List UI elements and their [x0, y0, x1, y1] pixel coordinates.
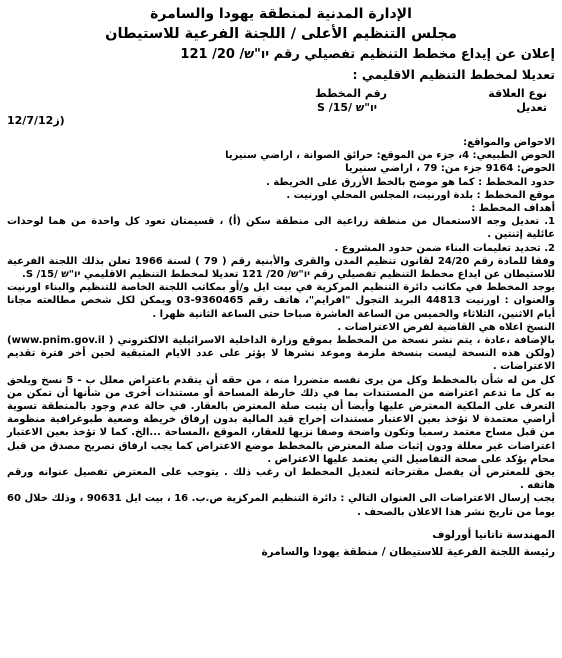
para-objection-address: يجب إرسال الاعتراضات الى العنوان التالي : دائرة التنظيم المركزية ص.ب. 16 ، بيت ايل 90631 ، وذلك خلال 60 يوما من تاريخ نشر هذا الاعلان بالصحف .: [7, 493, 555, 518]
para-plan-boundaries: حدود المخطط : كما هو موضح بالخط الأزرق على الخريطة .: [265, 176, 555, 188]
relation-type-label: نوع العلاقة: [488, 87, 547, 100]
para-binding-copies: النسخ اعلاه هي القاضية لفرض الاعتراضات .: [337, 321, 555, 333]
notice-title: إعلان عن إيداع مخطط التنظيم تفصيلي رقم יו"ש/ 20/ 121: [180, 47, 555, 62]
para-locations-title: الاحواض والمواقع:: [463, 137, 555, 148]
signatory-name: المهندسة تاتانيا أورلوف: [432, 528, 555, 541]
para-block: الحوض: 9164 جزء من: 79 ، اراضي سنيريا: [345, 163, 555, 175]
header-council: مجلس التنظيم الأعلى / اللجنة الفرعية للاستيطان: [105, 26, 457, 42]
para-online-copy: بالإضافة ،عادة ، يتم نشر نسخة من المخطط بموقع وزارة الداخلية الاسرائيلية الالكتروني ( www.pnim.gov.il) (ولكن هذه النسخة ليست بنسخة ملزمة وموعد نشرها لا يؤثر على عدد الايام المتبقية لحين أخر فترة تقديم الاعتراضات .: [7, 335, 555, 373]
para-objection-rules: كل من له شأن بالمخطط وكل من يرى نفسه متضررا منه ، من حقه أن يتقدم باعتراض معلل ب - 5 نسخ ويلحق به كل ما تدعم اعتراضه من المستندات بما في ذلك خارطة المساحة أو مستندات أخرى من شأنها أن تمكن من التعرف على الملكية المعترض عليها وأيضا أن يثبت صلة المعترض بالعقار. في حالة عدم وجود بالمنطقة تسوية أراضي معتمدة لا تؤخذ بعين الاعتبار مستندات إخراج قيد المالية بدون إرفاق خريطة وضعية طبوغرافية منظومة من قبل مساح معتمد رسميا وتكون واضحة وصفا نزيها للعقار، الموقع ،المساحة ...الخ. كما لا تؤخذ بعين الاعتبار اعتراضات غير معللة ودون إثبات صلة المعترض بالمخطط موضع الاعتراض كما يجب ارفاق تصريح مصدق من قبل محام يؤكد على صحة التفاصيل التي يعتمد عليها الاعتراض .: [7, 374, 556, 465]
header-authority: الإدارة المدنية لمنطقة يهودا والسامرة: [150, 6, 412, 22]
para-objector-proposals: يحق للمعترض أن يفصل مقترحاته لتعديل المخطط ان رغب ذلك . يتوجب على المعترض تفصيل عنوانه ورقم هاتفه .: [7, 467, 555, 492]
para-legal-basis: وفقا للمادة رقم 24/20 لقانون تنظيم المدن والقرى والأبنية رقم ( 79 ) لسنة 1966 تعلن بذلك اللجنة الفرعية للاستيطان عن ايداع مخطط التنظيم تفصيلي رقم יו"ש/ 20/ 121 تعديلا لمخطط التنظيم الاقليمي יו"ש /15/ S.: [7, 255, 556, 281]
signature-block: [7, 527, 555, 561]
para-viewing-location: يوجد المخطط في مكاتب دائرة التنظيم المركزية في بيت ايل و/أو بمكاتب اللجنة الخاصة للتنظيم والبناء اورنيت والعنوان : اورنيت 44813 البريد التجول "افرايم"، هاتف رقم 9360465-03 ويمكن لكل شخص مطالعته مجانا أيام الاثنين، الثلاثاء والخميس من الساعة العاشرة صباحا حتى الساعة الثانية ظهرا .: [7, 282, 556, 320]
relation-block: [7, 84, 555, 136]
para-goal-1: 1. تعديل وجه الاستعمال من منطقة زراعية الى منطقة سكن (أ) ، قسيمتان تعود كل واحدة من هما لوحدات عائلية إثنتين .: [7, 216, 555, 241]
plan-number-value: S /15/ יו"ש: [316, 101, 377, 114]
para-plan-goals-title: أهداف المخطط :: [471, 203, 555, 215]
notice-page: [7, 4, 555, 648]
para-natural-block: الحوض الطبيعي: 4، جزء من الموقع: حرائق الصوانة ، اراضي سنيريا: [225, 150, 555, 162]
signatory-title: رئيسة اللجنة الفرعية للاستيطان / منطقة يهودا والسامرة: [261, 545, 555, 558]
plan-number-label: رقم المخطط: [315, 87, 387, 100]
notice-subtitle: تعديلا لمخطط التنظيم الاقليمي :: [352, 67, 555, 82]
relation-type-value: تعديل: [516, 101, 547, 114]
para-goal-2: 2. تحديد تعليمات البناء ضمن حدود المشروع .: [334, 242, 555, 254]
para-plan-location: موقع المخطط : بلدة اورنيت، المجلس المحلي اورنيت .: [286, 189, 555, 201]
publication-date: ز12/7/12): [7, 114, 65, 127]
